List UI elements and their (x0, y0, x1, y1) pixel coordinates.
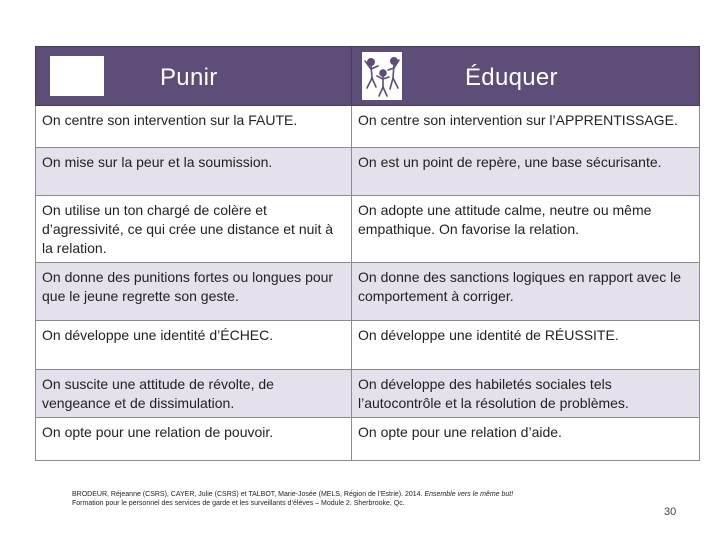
cell-punir: On mise sur la peur et la soumission. (36, 148, 352, 196)
cell-eduquer: On développe une identité de RÉUSSITE. (352, 321, 700, 370)
header-cell-eduquer (352, 47, 700, 106)
cell-eduquer: On adopte une attitude calme, neutre ou même empathique. On favorise la relation. (352, 196, 700, 263)
citation-title: Ensemble vers le même but! (424, 491, 514, 498)
citation-authors: BRODEUR, Réjeanne (CSRS), CAYER, Julie (CSRS) et TALBOT, Marie-Josée (MELS, Région de l’Estrie). 2014. (72, 491, 423, 498)
cell-punir: On utilise un ton chargé de colère et d’agressivité, ce qui crée une distance et nuit à la relation. (36, 196, 352, 263)
cell-eduquer: On développe des habiletés sociales tels l’autocontrôle et la résolution de problèmes. (352, 370, 700, 418)
cell-eduquer: On centre son intervention sur l’APPRENTISSAGE. (352, 106, 700, 148)
cell-eduquer: On est un point de repère, une base sécurisante. (352, 148, 700, 196)
table-row (36, 263, 700, 321)
source-citation (72, 490, 602, 508)
cell-punir: On donne des punitions fortes ou longues pour que le jeune regrette son geste. (36, 263, 352, 321)
table-row (36, 106, 700, 148)
cell-eduquer: On donne des sanctions logiques en rapport avec le comportement à corriger. (352, 263, 700, 321)
table-row (36, 148, 700, 196)
header-title-eduquer: Éduquer (465, 64, 558, 91)
page-number: 30 (664, 506, 677, 518)
cell-punir: On suscite une attitude de révolte, de vengeance et de dissimulation. (36, 370, 352, 418)
table-row (36, 196, 700, 263)
table-row (36, 321, 700, 370)
citation-details: Formation pour le personnel des services de garde et les surveillants d’élèves – Module 2. Sherbrooke, Qc. (72, 500, 405, 507)
cell-punir: On centre son intervention sur la FAUTE. (36, 106, 352, 148)
dancing-figures-icon (362, 52, 402, 100)
table-row (36, 370, 700, 418)
cell-punir: On développe une identité d’ÉCHEC. (36, 321, 352, 370)
cell-punir: On opte pour une relation de pouvoir. (36, 418, 352, 461)
header-title-punir: Punir (160, 64, 218, 91)
cell-eduquer: On opte pour une relation d’aide. (352, 418, 700, 461)
header-image-placeholder (50, 56, 104, 96)
comparison-table (35, 46, 700, 461)
table-row (36, 418, 700, 461)
table-header-row (36, 47, 700, 106)
header-cell-punir (36, 47, 352, 106)
